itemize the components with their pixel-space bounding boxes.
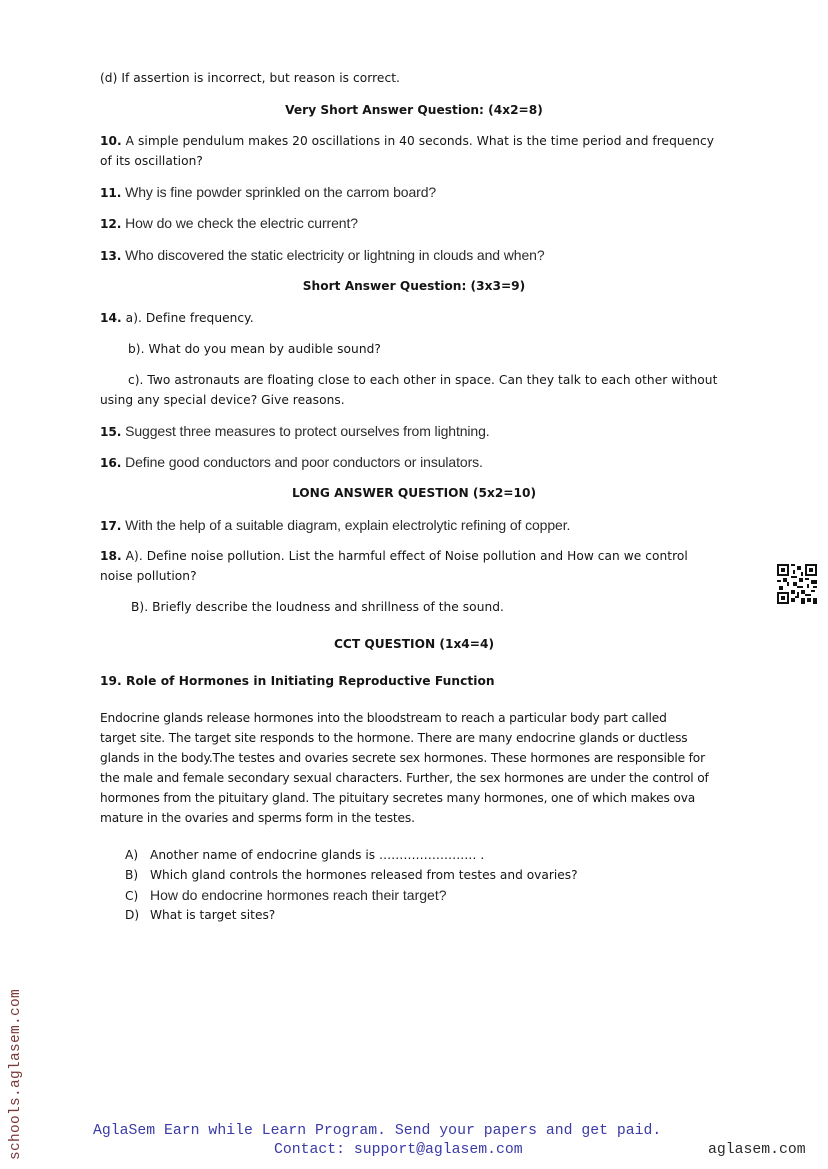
question-number: 15.: [100, 425, 122, 439]
option-d-text: (d) If assertion is incorrect, but reason is correct.: [100, 71, 400, 85]
question-text: a). Define frequency.: [121, 311, 254, 325]
question-number: 11.: [100, 186, 122, 200]
passage-line: glands in the body.The testes and ovaries secrete sex hormones. These hormones are responsible for: [100, 751, 705, 765]
question-14c: c). Two astronauts are floating close to each other in space. Can they talk to each other without: [128, 373, 718, 387]
subquestion-text: How do endocrine hormones reach their target?: [150, 887, 447, 903]
question-text: A). Define noise pollution. List the harmful effect of Noise pollution and How can we control: [121, 549, 688, 563]
question-12: [100, 213, 358, 234]
section-heading-cct: CCT QUESTION (1x4=4): [333, 637, 495, 651]
passage-line: target site. The target site responds to the hormone. There are many endocrine glands or ductless: [100, 731, 688, 745]
question-number: 18.: [100, 549, 122, 563]
question-10-cont: of its oscillation?: [100, 154, 203, 168]
subquestion-label: D): [125, 908, 140, 922]
question-13: [100, 245, 545, 266]
question-text: Define good conductors and poor conductors or insulators.: [121, 454, 483, 470]
question-11: [100, 182, 436, 203]
subquestion-a: [125, 845, 484, 865]
subquestion-text: Which gland controls the hormones released from testes and ovaries?: [150, 868, 578, 882]
question-text: A simple pendulum makes 20 oscillations in 40 seconds. What is the time period and frequency: [121, 134, 714, 148]
qr-code-icon[interactable]: [777, 564, 817, 604]
subquestion-label: A): [125, 848, 139, 862]
subquestion-label: C): [125, 889, 139, 903]
question-14c-cont: using any special device? Give reasons.: [100, 393, 345, 407]
footer-program-text: AglaSem Earn while Learn Program. Send your papers and get paid.: [93, 1123, 662, 1139]
footer-site-link[interactable]: aglasem.com: [708, 1142, 806, 1158]
question-18a: [100, 546, 688, 566]
section-heading-very-short: Very Short Answer Question: (4x2=8): [285, 103, 543, 117]
question-17: [100, 515, 570, 536]
question-text: Who discovered the static electricity or lightning in clouds and when?: [121, 247, 545, 263]
section-heading-short: Short Answer Question: (3x3=9): [302, 279, 526, 293]
question-number: 16.: [100, 456, 122, 470]
question-19-title: 19. Role of Hormones in Initiating Reproductive Function: [100, 674, 495, 688]
question-16: [100, 452, 483, 473]
question-text: Suggest three measures to protect ourselves from lightning.: [121, 423, 490, 439]
passage-line: the male and female secondary sexual characters. Further, the sex hormones are under the control of: [100, 771, 709, 785]
footer-contact[interactable]: Contact: support@aglasem.com: [274, 1142, 523, 1158]
question-15: [100, 421, 490, 442]
question-text: Why is fine powder sprinkled on the carrom board?: [121, 184, 437, 200]
question-number: 14.: [100, 311, 122, 325]
question-14a: [100, 308, 254, 328]
subquestion-text: What is target sites?: [150, 908, 276, 922]
question-10: [100, 131, 714, 151]
question-18b: B). Briefly describe the loudness and shrillness of the sound.: [131, 600, 504, 614]
passage-line: Endocrine glands release hormones into the bloodstream to reach a particular body part called: [100, 711, 667, 725]
passage-line: mature in the ovaries and sperms form in the testes.: [100, 811, 415, 825]
question-number: 13.: [100, 249, 122, 263]
question-18a-cont: noise pollution?: [100, 569, 197, 583]
subquestion-c: [125, 885, 447, 906]
subquestion-d: [125, 905, 275, 925]
question-19-passage: [100, 708, 740, 828]
section-heading-long: LONG ANSWER QUESTION (5x2=10): [291, 486, 537, 500]
question-14b: b). What do you mean by audible sound?: [128, 342, 381, 356]
question-number: 17.: [100, 519, 122, 533]
subquestion-label: B): [125, 868, 139, 882]
question-number: 12.: [100, 217, 122, 231]
question-number: 10.: [100, 134, 122, 148]
side-watermark: schools.aglasem.com: [8, 988, 24, 1160]
subquestion-b: [125, 865, 578, 885]
passage-line: hormones from the pituitary gland. The pituitary secretes many hormones, one of which makes ova: [100, 791, 696, 805]
question-text: With the help of a suitable diagram, explain electrolytic refining of copper.: [121, 517, 571, 533]
subquestion-text: Another name of endocrine glands is …………………… .: [150, 848, 485, 862]
question-text: How do we check the electric current?: [121, 215, 358, 231]
